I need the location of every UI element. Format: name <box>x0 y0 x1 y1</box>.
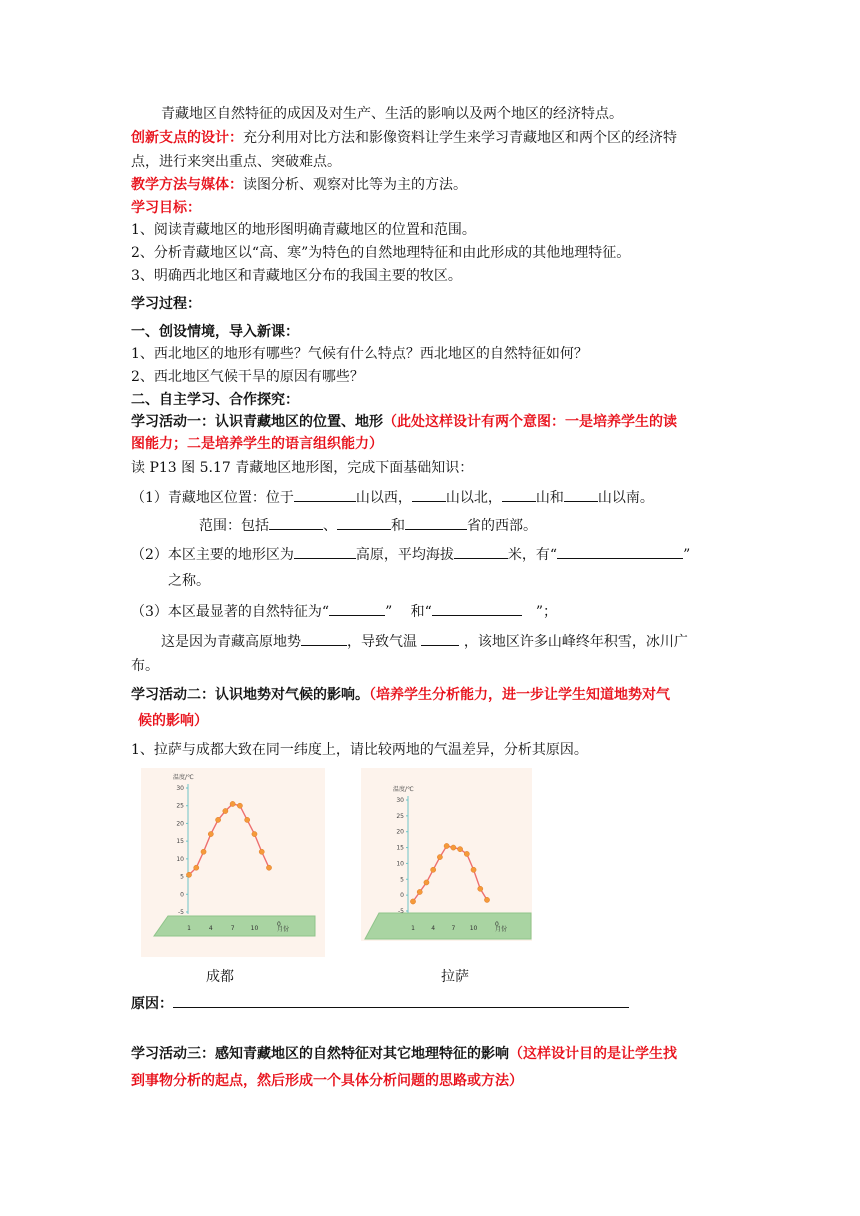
y-tick-label: 10 <box>396 860 404 868</box>
data-point <box>410 899 415 904</box>
x-tick-label: 4 <box>431 925 436 932</box>
data-point <box>451 845 456 850</box>
lhasa-caption: 拉萨 <box>441 969 469 985</box>
fill-line-1 <box>131 487 654 508</box>
data-point <box>478 886 483 891</box>
activity3-title: 学习活动三：感知青藏地区的自然特征对其它地理特征的影响 <box>131 1046 509 1062</box>
y-tick-label: 10 <box>176 855 184 863</box>
section1-q2: 2、西北地区气候干旱的原因有哪些？ <box>131 369 364 385</box>
fill-line-2 <box>199 515 537 536</box>
temperature-line <box>189 804 269 875</box>
innovation-line1 <box>131 128 677 148</box>
data-point <box>417 889 422 894</box>
data-point <box>424 880 429 885</box>
data-point <box>471 867 476 872</box>
y-tick-label: 30 <box>176 785 184 792</box>
innovation-label: 创新支点的设计： <box>131 130 243 146</box>
y-tick-label: 5 <box>400 876 404 884</box>
chengdu-chart-svg <box>141 768 325 957</box>
blank[interactable] <box>301 631 347 646</box>
fill-text: 和 <box>391 518 405 534</box>
fill-text: （3）本区最显著的自然特征为“ <box>131 604 330 620</box>
y-axis-label: 温度/℃ <box>393 786 414 793</box>
data-point <box>464 851 469 856</box>
activity1-title: 学习活动一：认识青藏地区的位置、地形 <box>131 414 383 430</box>
x-axis-label: 月份 <box>495 926 508 933</box>
process-heading: 学习过程： <box>131 296 201 312</box>
x-tick-label: 7 <box>451 925 456 932</box>
y-tick-label: 15 <box>176 838 184 846</box>
activity3-line1 <box>131 1044 677 1064</box>
data-point <box>208 831 213 836</box>
data-point <box>457 847 462 852</box>
activity2-question: 1、拉萨与成都大致在同一纬度上，请比较两地的气温差异，分析其原因。 <box>131 742 588 758</box>
fill-text: 山以西， <box>355 490 412 506</box>
method-label: 教学方法与媒体： <box>131 177 243 193</box>
blank[interactable] <box>337 515 391 530</box>
data-point <box>266 865 271 870</box>
data-point <box>437 854 442 859</box>
intro-text: 青藏地区自然特征的成因及对生产、生活的影响以及两个地区的经济特点。 <box>161 106 623 122</box>
fill-text: ，该地区许多山峰终年积雪，冰川广 <box>459 634 688 650</box>
fill-text: 高原，平均海拔 <box>355 547 454 563</box>
fill-text: ” <box>683 547 691 563</box>
activity2-note-line2: 候的影响） <box>138 713 208 729</box>
y-tick-label: 20 <box>176 820 184 828</box>
data-point <box>259 849 264 854</box>
reason-label: 原因： <box>131 996 173 1012</box>
fill-text: 范围：包括 <box>199 518 269 534</box>
fill-text: ”； <box>521 604 558 620</box>
chengdu-chart <box>141 768 325 957</box>
x-zero-label: 0 <box>277 921 281 928</box>
blank[interactable] <box>564 487 598 502</box>
blank[interactable] <box>432 601 522 616</box>
fill-text: 、 <box>323 518 337 534</box>
y-tick-label: 5 <box>180 873 184 881</box>
x-tick-label: 7 <box>230 925 235 932</box>
blank[interactable] <box>294 487 356 502</box>
blank[interactable] <box>329 601 385 616</box>
y-tick-label: 30 <box>396 797 404 804</box>
temperature-line <box>413 846 487 902</box>
y-tick-label: 0 <box>180 891 184 899</box>
activity1-note-line2: 图能力；二是培养学生的语言组织能力） <box>131 436 383 452</box>
method-line <box>131 175 467 195</box>
fill-text: 米，有“ <box>507 547 558 563</box>
data-point <box>444 843 449 848</box>
y-tick-label: -5 <box>178 909 184 916</box>
y-tick-label: 25 <box>176 802 184 810</box>
activity1-line1 <box>131 412 677 432</box>
fill-text: 山以北， <box>445 490 502 506</box>
innovation-line2: 点，进行来突出重点、突破难点。 <box>131 154 341 170</box>
reason-blank[interactable] <box>173 992 629 1008</box>
activity2-line1 <box>131 685 670 705</box>
data-point <box>431 867 436 872</box>
data-point <box>252 831 257 836</box>
reason-line <box>131 992 629 1014</box>
fill-text: （2）本区主要的地形区为 <box>131 547 294 563</box>
x-tick-label: 1 <box>411 925 415 932</box>
y-tick-label: 0 <box>400 892 404 900</box>
blank[interactable] <box>405 515 467 530</box>
x-zero-label: 0 <box>495 921 499 928</box>
fill-line-3 <box>131 544 690 565</box>
goal-item: 1、阅读青藏地区的地形图明确青藏地区的位置和范围。 <box>131 222 476 238</box>
activity3-note: （这样设计目的是让学生找 <box>509 1046 677 1062</box>
fill-text: ，导致气温 <box>347 634 422 650</box>
activity1-read: 读 P13 图 5.17 青藏地区地形图，完成下面基础知识： <box>131 460 474 476</box>
fill-line-5 <box>131 601 557 622</box>
blank[interactable] <box>502 487 536 502</box>
goals-heading: 学习目标： <box>131 200 201 216</box>
method-text: 读图分析、观察对比等为主的方法。 <box>243 177 467 193</box>
data-point <box>230 801 235 806</box>
activity2-title: 学习活动二：认识地势对气候的影响。 <box>131 687 369 703</box>
data-point <box>223 808 228 813</box>
blank[interactable] <box>269 515 323 530</box>
y-axis-label: 温度/℃ <box>173 774 194 781</box>
fill-line-4: 之称。 <box>168 573 210 589</box>
fill-text: （1）青藏地区位置：位于 <box>131 490 294 506</box>
fill-text: 山和 <box>535 490 564 506</box>
fill-text: 这是因为青藏高原地势 <box>161 634 301 650</box>
x-axis-label: 月份 <box>277 926 290 933</box>
data-point <box>215 817 220 822</box>
data-point <box>484 897 489 902</box>
y-tick-label: 20 <box>396 828 404 836</box>
x-tick-label: 4 <box>208 925 213 932</box>
data-point <box>245 817 250 822</box>
activity2-note: （培养学生分析能力，进一步让学生知道地势对气 <box>369 687 670 703</box>
chengdu-caption: 成都 <box>206 969 234 985</box>
blank[interactable] <box>412 487 446 502</box>
fill-line-6 <box>161 631 688 652</box>
lhasa-chart-svg <box>361 768 532 941</box>
innovation-text: 充分利用对比方法和影像资料让学生来学习青藏地区和两个区的经济特 <box>243 130 677 146</box>
lhasa-chart <box>361 768 532 941</box>
fill-text: 山以南。 <box>597 490 654 506</box>
blank[interactable] <box>454 544 508 559</box>
y-tick-label: 25 <box>396 812 404 820</box>
fill-text: ” 和“ <box>385 604 432 620</box>
activity1-note: （此处这样设计有两个意图：一是培养学生的读 <box>383 414 677 430</box>
activity3-note-line2: 到事物分析的起点，然后形成一个具体分析问题的思路或方法） <box>131 1073 523 1089</box>
section2-heading: 二、自主学习、合作探究： <box>131 392 299 408</box>
data-point <box>237 803 242 808</box>
x-tick-label: 10 <box>250 925 259 932</box>
x-tick-label: 1 <box>187 925 191 932</box>
goal-item: 3、明确西北地区和青藏地区分布的我国主要的牧区。 <box>131 268 462 284</box>
blank[interactable] <box>421 631 459 646</box>
fill-text: 省的西部。 <box>467 518 537 534</box>
fill-line-7: 布。 <box>131 658 159 674</box>
y-tick-label: -5 <box>398 908 404 915</box>
data-point <box>186 872 191 877</box>
blank[interactable] <box>294 544 356 559</box>
data-point <box>194 865 199 870</box>
section1-heading: 一、创设情境，导入新课： <box>131 324 299 340</box>
goal-item: 2、分析青藏地区以“高、寒”为特色的自然地理特征和由此形成的其他地理特征。 <box>131 245 631 261</box>
data-point <box>201 849 206 854</box>
y-tick-label: 15 <box>396 844 404 852</box>
section1-q1: 1、西北地区的地形有哪些？气候有什么特点？西北地区的自然特征如何？ <box>131 346 588 362</box>
blank[interactable] <box>557 544 683 559</box>
x-tick-label: 10 <box>469 925 478 932</box>
